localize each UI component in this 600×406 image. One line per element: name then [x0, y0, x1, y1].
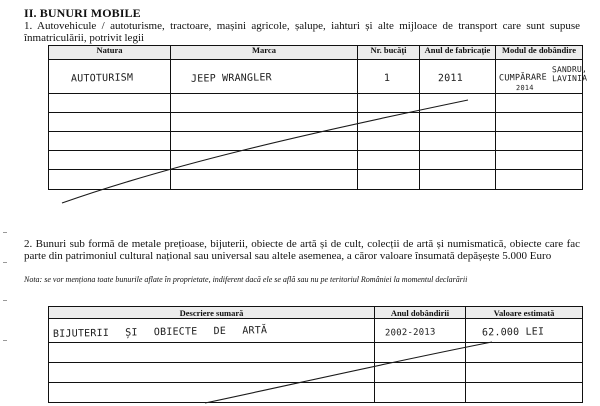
handwritten-an: 2011	[437, 72, 463, 84]
table-row	[49, 94, 583, 113]
cell-an-dobandirii	[375, 319, 466, 343]
handwritten-descriere: BIJUTERII ȘI OBIECTE DE ARTĂ	[52, 324, 268, 340]
header-anul-fabricatie: Anul de fabricație	[420, 46, 496, 60]
table-row	[49, 60, 583, 94]
vehicles-header-row	[49, 46, 583, 60]
table-row	[49, 170, 583, 190]
vehicles-intro: 1. Autovehicule / autoturisme, tractoare, mașini agricole, șalupe, iahturi și alte mijloace de transport care sunt supuse înmatriculării, potrivit legii	[24, 20, 580, 44]
cell-an	[420, 60, 496, 94]
handwritten-mod-year: 2014	[515, 83, 534, 93]
margin-mark	[3, 340, 7, 341]
valuables-intro: 2. Bunuri sub formă de metale prețioase, bijuterii, obiecte de artă și de cult, colecții de artă și numismatică, obiecte care fac parte din patrimoniul cultural național sau universal sau altele asemenea, a căror valoare însumată depășește 5.000 Euro	[24, 238, 580, 262]
vehicles-table	[48, 45, 588, 190]
margin-mark	[3, 300, 7, 301]
valuables-note: Nota: se vor menționa toate bunurile aflate în proprietate, indiferent dacă ele se află sau nu pe teritoriul României la momentul declarării	[24, 275, 468, 284]
table-row	[49, 383, 583, 403]
handwritten-nr: 1	[383, 72, 391, 84]
header-anul-dobandirii: Anul dobândirii	[375, 307, 466, 319]
table-row	[49, 151, 583, 170]
table-row	[49, 363, 583, 383]
cell-descriere	[49, 319, 375, 343]
cell-marca	[171, 60, 358, 94]
section-title: II. BUNURI MOBILE	[24, 6, 141, 20]
valuables-header-row	[49, 307, 583, 319]
cell-mod	[496, 60, 588, 94]
header-modul-dobandire: Modul de dobândire	[496, 46, 583, 60]
table-row	[49, 113, 583, 132]
handwritten-valoare: 62.000 LEI	[481, 325, 545, 339]
handwritten-mod-names: SANDRU, LAVINIA	[551, 64, 588, 84]
handwritten-marca: JEEP WRANGLER	[190, 71, 272, 85]
handwritten-natura: AUTOTURISM	[70, 71, 134, 85]
table-row	[49, 132, 583, 151]
cell-natura	[49, 60, 171, 94]
cell-valoare	[466, 319, 583, 343]
margin-mark	[3, 232, 7, 233]
cell-nr	[358, 60, 420, 94]
header-natura: Natura	[49, 46, 171, 60]
handwritten-an-dobandirii: 2002-2013	[384, 327, 436, 338]
header-descriere: Descriere sumară	[49, 307, 375, 319]
header-marca: Marca	[171, 46, 358, 60]
handwritten-mod: CUMPĂRARE	[498, 72, 547, 84]
table-row	[49, 319, 583, 343]
header-nr-bucati: Nr. bucăți	[358, 46, 420, 60]
table-row	[49, 343, 583, 363]
valuables-table	[48, 306, 583, 403]
margin-mark	[3, 262, 7, 263]
header-valoare-estimata: Valoare estimată	[466, 307, 583, 319]
